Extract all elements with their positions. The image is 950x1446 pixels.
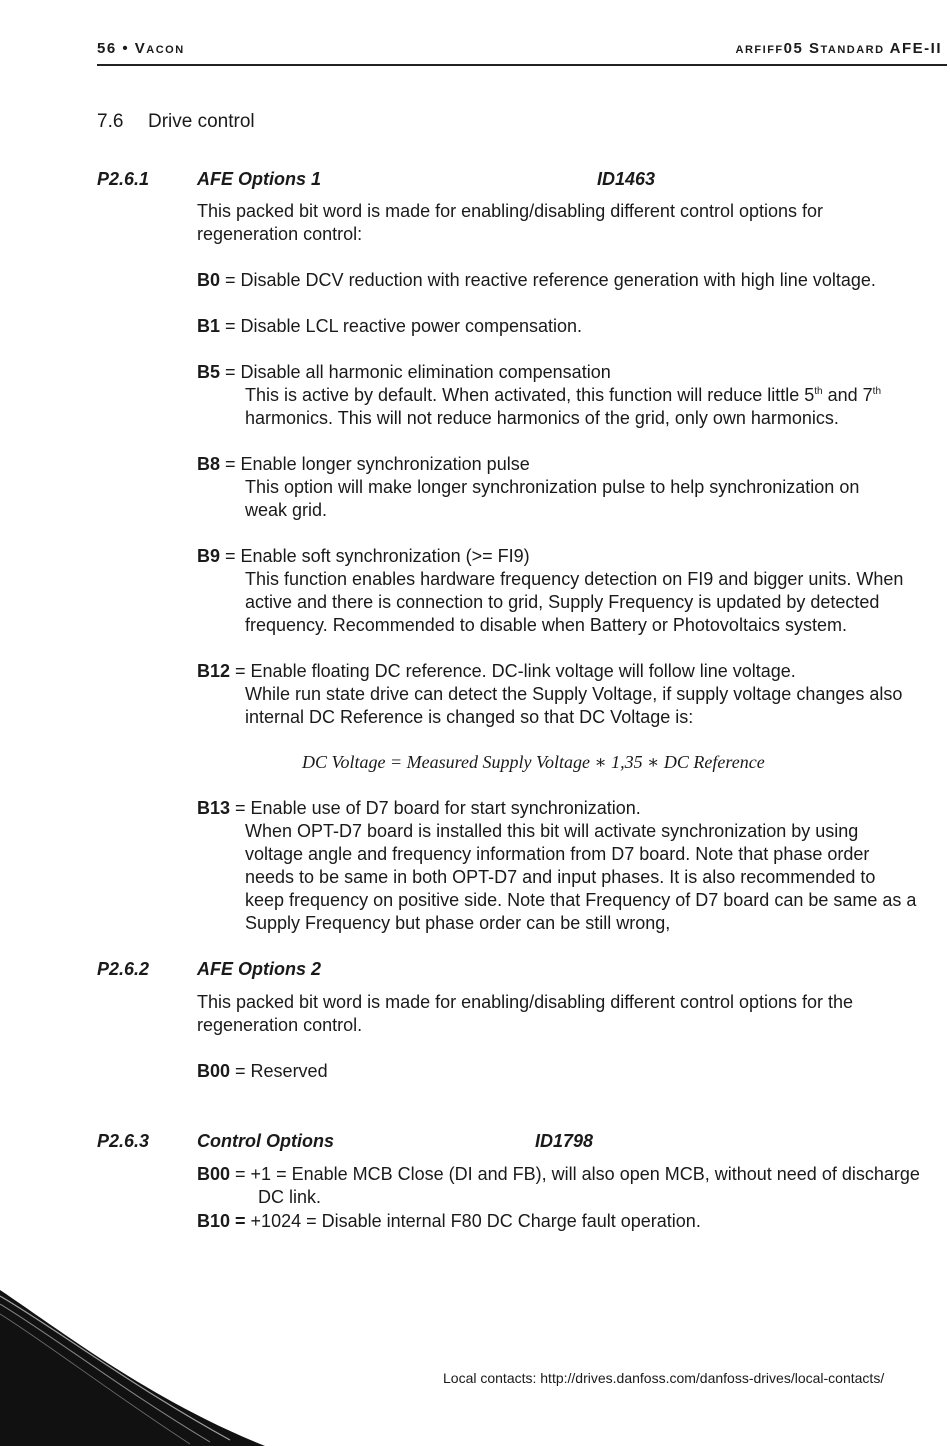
bit-label-b10: B10 = — [197, 1211, 246, 1231]
p261-intro-line2: regeneration control: — [197, 224, 363, 244]
param-code-p262: P2.6.2 — [97, 959, 150, 979]
b9-desc-line1: This function enables hardware frequency detection on FI9 and bigger units. When — [245, 569, 904, 589]
p262-b00 — [197, 1060, 328, 1083]
p262-intro-line1: This packed bit word is made for enabling/disabling different control options for the — [197, 992, 854, 1012]
param-id-p261: ID1463 — [597, 169, 656, 189]
page-header-left: 56 • Vacon — [97, 40, 185, 57]
bit-label-b1: B1 — [197, 316, 221, 336]
p261-b5 — [197, 361, 611, 384]
p261-b1 — [197, 315, 582, 338]
bit-label-b12: B12 — [197, 661, 231, 681]
b8-desc-line1: This option will make longer synchronization pulse to help synchronization on — [245, 477, 860, 497]
bit-text-b0: = Disable DCV reduction with reactive reference generation with high line voltage. — [220, 270, 876, 290]
b8-desc-line2: weak grid. — [245, 500, 328, 520]
bit-text-b8: = Enable longer synchronization pulse — [220, 454, 530, 474]
b13-desc-line4: keep frequency on positive side. Note that Frequency of D7 board can be same as a — [245, 890, 917, 910]
param-name-p262: AFE Options 2 — [197, 959, 322, 979]
param-code-p263: P2.6.3 — [97, 1131, 150, 1151]
p261-b12 — [197, 660, 796, 683]
bit-text-p263-b00: = +1 = Enable MCB Close (DI and FB), will also open MCB, without need of discharge — [230, 1164, 920, 1184]
p263-b00 — [197, 1163, 920, 1186]
bit-text-b9: = Enable soft synchronization (>= FI9) — [220, 546, 530, 566]
param-name-p263: Control Options — [197, 1131, 334, 1151]
bit-text-b00: = Reserved — [230, 1061, 328, 1081]
b13-desc-line1: When OPT-D7 board is installed this bit will activate synchronization by using — [245, 821, 859, 841]
bit-label-b9: B9 — [197, 546, 221, 566]
b5-desc-line1: This is active by default. When activated, this function will reduce little 5th and 7th — [245, 385, 882, 405]
b13-desc-line3: needs to be same in both OPT-D7 and input phases. It is also recommended to — [245, 867, 876, 887]
dc-voltage-formula: DC Voltage = Measured Supply Voltage ∗ 1,35 ∗ DC Reference — [302, 752, 765, 772]
b9-desc-line2: active and there is connection to grid, Supply Frequency is updated by detected — [245, 592, 880, 612]
bit-text-b1: = Disable LCL reactive power compensation. — [220, 316, 583, 336]
p261-b9 — [197, 545, 530, 568]
decorative-swoosh-graphic — [0, 1290, 270, 1446]
bit-text-b10: +1024 = Disable internal F80 DC Charge fault operation. — [245, 1211, 701, 1231]
b12-desc-line2: internal DC Reference is changed so that DC Voltage is: — [245, 707, 694, 727]
p261-intro-line1: This packed bit word is made for enabling/disabling different control options for — [197, 201, 824, 221]
p261-b13 — [197, 797, 641, 820]
bit-label-b8: B8 — [197, 454, 221, 474]
section-title: Drive control — [148, 111, 255, 132]
b13-desc-line2: voltage angle and frequency information from D7 board. Note that phase order — [245, 844, 870, 864]
param-name-p261: AFE Options 1 — [197, 169, 322, 189]
p261-b8 — [197, 453, 530, 476]
bit-label-b00: B00 — [197, 1061, 231, 1081]
bit-label-p263-b00: B00 — [197, 1164, 231, 1184]
header-divider — [97, 64, 947, 66]
bit-text-b13: = Enable use of D7 board for start synchronization. — [230, 798, 641, 818]
p263-b10 — [197, 1210, 701, 1233]
bit-text-b5: = Disable all harmonic elimination compensation — [220, 362, 611, 382]
bit-label-b0: B0 — [197, 270, 221, 290]
p261-b0 — [197, 269, 876, 292]
b12-desc-line1: While run state drive can detect the Supply Voltage, if supply voltage changes also — [245, 684, 903, 704]
b13-desc-line5: Supply Frequency but phase order can be still wrong, — [245, 913, 671, 933]
bit-label-b5: B5 — [197, 362, 221, 382]
section-number: 7.6 — [97, 111, 124, 132]
p262-intro-line2: regeneration control. — [197, 1015, 363, 1035]
b9-desc-line3: frequency. Recommended to disable when Battery or Photovoltaics system. — [245, 615, 847, 635]
p263-b00-cont: DC link. — [258, 1187, 322, 1207]
footer-contacts: Local contacts: http://drives.danfoss.com/danfoss-drives/local-contacts/ — [443, 1370, 885, 1386]
b5-desc-line2: harmonics. This will not reduce harmonics of the grid, only own harmonics. — [245, 408, 839, 428]
bit-label-b13: B13 — [197, 798, 231, 818]
param-code-p261: P2.6.1 — [97, 169, 150, 189]
page-header-right: arfiff05 Standard AFE-II — [735, 40, 942, 57]
param-id-p263: ID1798 — [535, 1131, 594, 1151]
bit-text-b12: = Enable floating DC reference. DC-link voltage will follow line voltage. — [230, 661, 796, 681]
